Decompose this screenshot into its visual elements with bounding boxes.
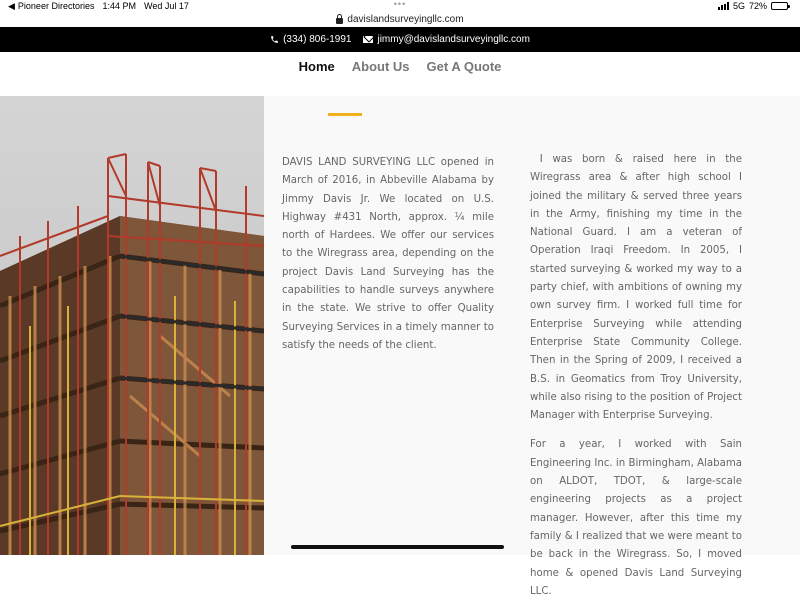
back-arrow-icon: ◀ (8, 0, 15, 11)
about-company-column (282, 154, 494, 366)
about-section (264, 96, 800, 597)
contact-bar (0, 27, 800, 52)
nav-item-get-a-quote[interactable]: Get A Quote (426, 59, 502, 74)
cellular-signal-icon (718, 2, 729, 10)
company-description: DAVIS LAND SURVEYING LLC opened in March of 2016, in Abbeville Alabama by Jimmy Davis Jr. We located on U.S. Highway #431 North, approx. ¼ mile north of Hardees. We offer our services to the Wiregrass area, depending on the project Davis Land Surveying has the capabilities to handle surveys anywhere in the state. We strive to offer Quality Surveying Services in a timely manner to satisfy the needs of the client. (282, 157, 494, 351)
accent-divider (328, 113, 362, 116)
network-type: 5G (732, 1, 745, 11)
phone-number: (334) 806-1991 (283, 34, 352, 45)
url-text: davislandsurveyingllc.com (347, 13, 464, 25)
battery-icon (771, 2, 788, 10)
nav-item-home[interactable]: Home (298, 59, 335, 74)
status-time: 1:44 PM (102, 1, 136, 11)
home-indicator[interactable] (291, 545, 504, 549)
email-link[interactable] (363, 34, 529, 45)
more-dots[interactable]: ••• (393, 0, 407, 9)
phone-link[interactable] (270, 34, 351, 45)
owner-bio-paragraph-1: I was born & raised here in the Wiregrass area & after high school I joined the military & served three years in the Army, finishing my time in the National Guard. I am a veteran of Operation Iraqi Freedom. In 2005, I started surveying & worked my way to a party chief, with ambitions of owning my own survey firm. I worked full time for Enterprise Surveying while attending Enterprise State Community College. Then in the Spring of 2009, I received a B.S. in Geomatics from Troy University, while also rising to the position of Project Manager with Enterprise Surveying. (530, 154, 742, 422)
nav-item-about-us[interactable]: About Us (351, 59, 410, 74)
status-date: Wed Jul 17 (143, 1, 189, 11)
battery-percent: 72% (748, 1, 767, 11)
email-address: jimmy@davislandsurveyingllc.com (377, 34, 530, 45)
about-owner-column (530, 151, 742, 612)
status-bar (0, 0, 800, 28)
main-nav (0, 52, 800, 96)
owner-bio-paragraph-2: For a year, I worked with Sain Engineering Inc. in Birmingham, Alabama on ALDOT, TDOT, & large-scale engineering projects as a project manager. However, after this time my family & I realized that we were meant to be back in the Wiregrass. So, I moved home & opened Davis Land Surveying LLC. (530, 439, 742, 597)
address-bar[interactable] (0, 12, 800, 26)
envelope-icon (363, 36, 373, 43)
back-to-app-button[interactable] (8, 1, 94, 12)
construction-scaffolding-image (0, 96, 264, 555)
lock-icon (336, 18, 343, 24)
phone-icon (270, 35, 279, 44)
back-app-label: Pioneer Directories (17, 1, 95, 11)
scaffolding-illustration (0, 96, 264, 555)
